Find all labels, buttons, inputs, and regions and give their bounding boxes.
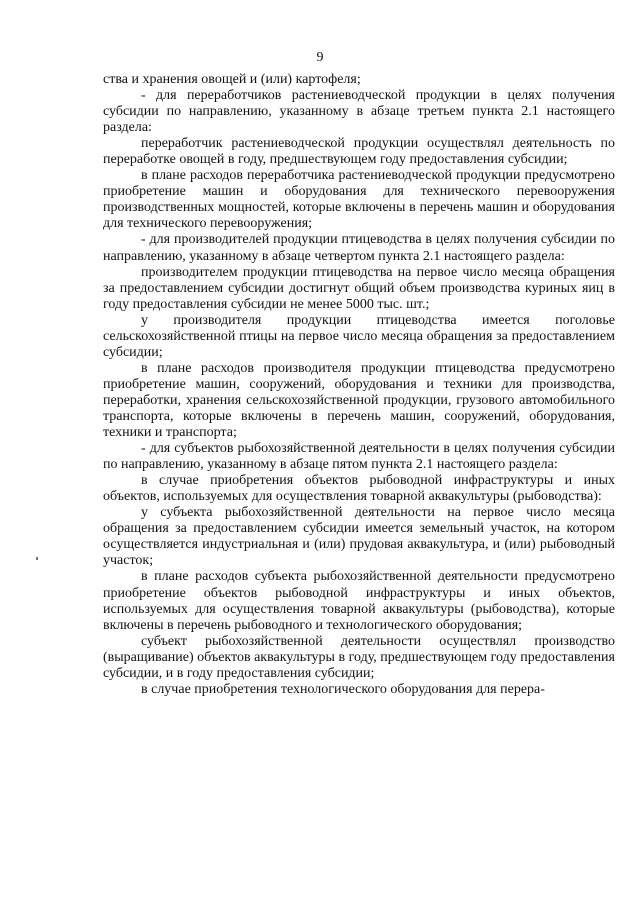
paragraph: в плане расходов производителя продукции птицеводства предусмотрено приобретение машин, сооружений, оборудования и техники для производства, переработки, хранения сельскохозяйственной продукции, грузового автомобильного транспорта, которые включены в перечень машин, сооружений, оборудования, техники и транспорта; bbox=[103, 360, 615, 441]
paragraph: в плане расходов переработчика растениеводческой продукции предусмотрено приобретение машин и оборудования для технического перевооружения производственных мощностей, которые включены в перечень машин и оборудования для технического перевооружения; bbox=[103, 168, 615, 232]
paragraph: в случае приобретения объектов рыбоводной инфраструктуры и иных объектов, используемых для осуществления товарной аквакультуры (рыбоводства): bbox=[103, 473, 615, 505]
paragraph: субъект рыбохозяйственной деятельности осуществлял производство (выращивание) объектов аквакультуры в году, предшествующем году предоставления субсидии, и в году предоставления субсидии; bbox=[103, 633, 615, 681]
paragraph: у производителя продукции птицеводства имеется поголовье сельскохозяйственной птицы на первое число месяца обращения за предоставлением субсидии; bbox=[103, 312, 615, 360]
paragraph: переработчик растениеводческой продукции осуществлял деятельность по переработке овощей в году, предшествующем году предоставления субсидии; bbox=[103, 136, 615, 168]
paragraph: производителем продукции птицеводства на первое число месяца обращения за предоставлением субсидии достигнут общий объем производства куриных яиц в году предоставления субсидии не менее 5000 тыс. шт.; bbox=[103, 264, 615, 312]
paragraph: у субъекта рыбохозяйственной деятельности на первое число месяца обращения за предоставлением субсидии имеется земельный участок, на котором осуществляется индустриальная и (или) прудовая аквакультура, и (или) рыбоводный участок; bbox=[103, 505, 615, 569]
paragraph-poultry-heading: - для производителей продукции птицеводства в целях получения субсидии по направлению, указанному в абзаце четвертом пункта 2.1 настоящего раздела: bbox=[103, 232, 615, 264]
paragraph-fishery-heading: - для субъектов рыбохозяйственной деятельности в целях получения субсидии по направлению, указанному в абзаце пятом пункта 2.1 настоящего раздела: bbox=[103, 441, 615, 473]
paragraph-continuation: ства и хранения овощей и (или) картофеля; bbox=[103, 72, 361, 87]
paragraph-processors-heading: - для переработчиков растениеводческой продукции в целях получения субсидии по направлению, указанному в абзаце третьем пункта 2.1 настоящего раздела: bbox=[103, 88, 615, 136]
margin-mark bbox=[36, 557, 38, 560]
document-body bbox=[103, 72, 615, 698]
paragraph: в плане расходов субъекта рыбохозяйственной деятельности предусмотрено приобретение объектов рыбоводной инфраструктуры и иных объектов, используемых для осуществления товарной аквакультуры (рыбоводства), которые включены в перечень рыбоводного и технологического оборудования; bbox=[103, 569, 615, 633]
page-number: 9 bbox=[316, 50, 324, 65]
paragraph: в случае приобретения технологического оборудования для перера- bbox=[141, 681, 545, 697]
